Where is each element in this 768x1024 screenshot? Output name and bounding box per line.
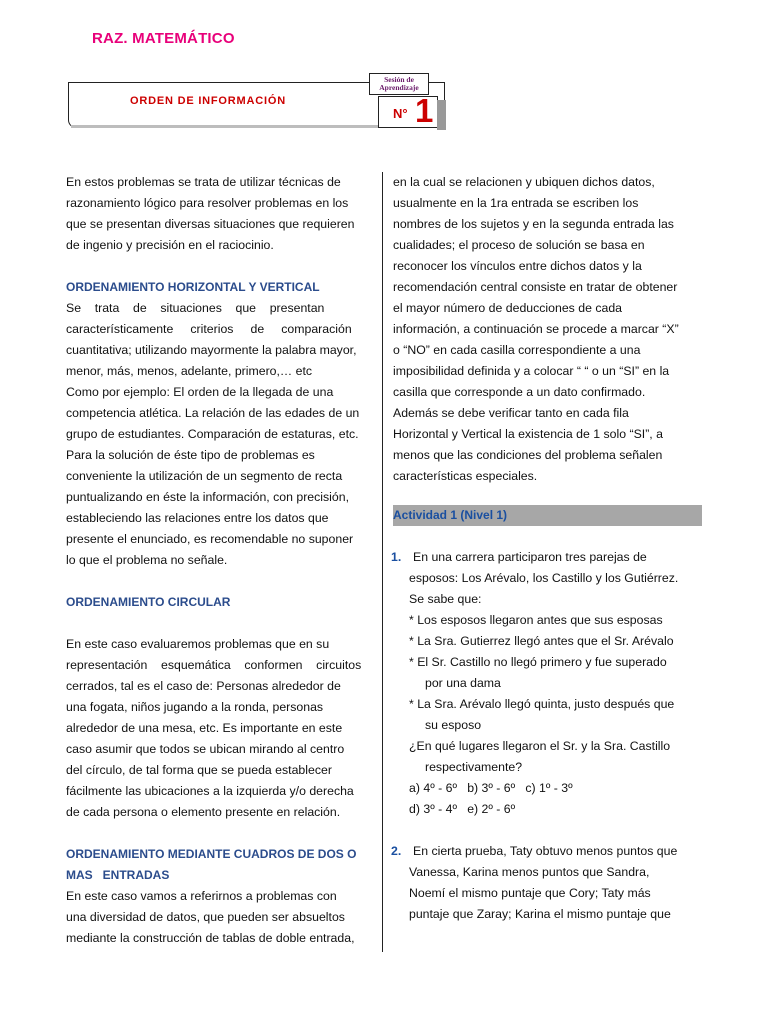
subject-title: RAZ. MATEMÁTICO bbox=[92, 30, 235, 47]
topic-title: ORDEN DE INFORMACIÓN bbox=[130, 95, 286, 107]
section2-line: una fogata, niños jugando a la ronda, personas bbox=[66, 700, 324, 714]
section3-line: mediante la construcción de tablas de doble entrada, bbox=[66, 931, 355, 945]
question-bullet: * La Sra. Arévalo llegó quinta, justo después que bbox=[409, 697, 675, 711]
section1-line: Para la solución de éste tipo de problemas es bbox=[66, 448, 315, 462]
continuation-line: reconocer los vínculos entre dichos datos y la bbox=[393, 259, 642, 273]
question-bullet: * El Sr. Castillo no llegó primero y fue superado bbox=[409, 655, 667, 669]
session-label-line1: Sesión de bbox=[384, 75, 414, 84]
section2-line: fácilmente las ubicaciones a la izquierda y/o derecha bbox=[66, 784, 354, 798]
question-number: 2. bbox=[391, 844, 402, 858]
section2-line: cerrados, tal es el caso de: Personas alrededor de bbox=[66, 679, 341, 693]
question-1 bbox=[393, 547, 702, 820]
continuation-line: menos que las condiciones del problema señalen bbox=[393, 448, 663, 462]
question-bullet: * La Sra. Gutierrez llegó antes que el Sr. Arévalo bbox=[409, 634, 674, 648]
question-line: esposos: Los Arévalo, los Castillo y los Gutiérrez. bbox=[409, 571, 679, 585]
number-box-shadow bbox=[437, 100, 446, 130]
section1-line: conveniente la utilización de un segmento de recta bbox=[66, 469, 343, 483]
section2-line: alrededor de una mesa, etc. Es importante en este bbox=[66, 721, 343, 735]
section1-line: competencia atlética. La relación de las edades de un bbox=[66, 406, 360, 420]
section-heading-double-entry: ORDENAMIENTO MEDIANTE CUADROS DE DOS O bbox=[66, 847, 357, 861]
question-bullet: su esposo bbox=[425, 718, 482, 732]
question-line: Noemí el mismo puntaje que Cory; Taty más bbox=[409, 886, 651, 900]
question-bullet: por una dama bbox=[425, 676, 501, 690]
question-line: En una carrera participaron tres parejas de bbox=[413, 550, 647, 564]
section2-line: de cada persona o elemento presente en relación. bbox=[66, 805, 341, 819]
intro-line: que se presentan diversas situaciones que requieren bbox=[66, 217, 355, 231]
question-2 bbox=[393, 841, 702, 925]
number-label: N° bbox=[393, 106, 408, 121]
continuation-line: el mayor número de deducciones de cada bbox=[393, 301, 622, 315]
question-line: Se sabe que: bbox=[409, 592, 482, 606]
answer-options: a) 4º - 6º b) 3º - 6º c) 1º - 3º bbox=[409, 781, 573, 795]
activity-title-bar: Actividad 1 (Nivel 1) bbox=[393, 505, 702, 526]
continuation-line: Además se debe verificar tanto en cada fila bbox=[393, 406, 629, 420]
continuation-line: Horizontal y Vertical la existencia de 1 solo “SI”, a bbox=[393, 427, 663, 441]
continuation-line: características especiales. bbox=[393, 469, 538, 483]
section1-line: estableciendo las relaciones entre los datos que bbox=[66, 511, 329, 525]
section-heading-circular: ORDENAMIENTO CIRCULAR bbox=[66, 595, 231, 609]
answer-options: d) 3º - 4º e) 2º - 6º bbox=[409, 802, 516, 816]
section2-line: representación esquemática conformen circuitos bbox=[66, 658, 362, 672]
section2-line: caso asumir que todos se ubican mirando al centro bbox=[66, 742, 345, 756]
section1-line: Se trata de situaciones que presentan bbox=[66, 301, 325, 315]
intro-line: razonamiento lógico para resolver problemas en los bbox=[66, 196, 349, 210]
section1-line: cuantitativa; utilizando mayormente la palabra mayor, bbox=[66, 343, 357, 357]
continuation-line: usualmente en la 1ra entrada se escriben los bbox=[393, 196, 639, 210]
section1-line: característicamente criterios de comparación bbox=[66, 322, 352, 336]
section3-line: una diversidad de datos, que pueden ser absueltos bbox=[66, 910, 345, 924]
intro-line: de ingenio y precisión en el raciocinio. bbox=[66, 238, 274, 252]
question-prompt: respectivamente? bbox=[425, 760, 523, 774]
session-label-line2: Aprendizaje bbox=[379, 83, 419, 92]
question-line: puntaje que Zaray; Karina el mismo puntaje que bbox=[409, 907, 671, 921]
section-heading-horizontal-vertical: ORDENAMIENTO HORIZONTAL Y VERTICAL bbox=[66, 280, 320, 294]
section1-line: lo que el problema no señale. bbox=[66, 553, 228, 567]
continuation-line: imposibilidad definida y a colocar “ “ o un “SI” en la bbox=[393, 364, 670, 378]
right-column bbox=[393, 172, 702, 933]
section2-line: del círculo, de tal forma que se pueda establecer bbox=[66, 763, 332, 777]
continuation-line: casilla que corresponde a un dato confirmado. bbox=[393, 385, 646, 399]
question-prompt: ¿En qué lugares llegaron el Sr. y la Sra. Castillo bbox=[409, 739, 671, 753]
section2-line: En este caso evaluaremos problemas que en su bbox=[66, 637, 330, 651]
section1-line: grupo de estudiantes. Comparación de estaturas, etc. bbox=[66, 427, 359, 441]
column-divider bbox=[382, 172, 383, 952]
continuation-line: en la cual se relacionen y ubiquen dichos datos, bbox=[393, 175, 655, 189]
section1-line: presente el enunciado, es recomendable no suponer bbox=[66, 532, 354, 546]
question-line: En cierta prueba, Taty obtuvo menos puntos que bbox=[413, 844, 678, 858]
section3-line: En este caso vamos a referirnos a problemas con bbox=[66, 889, 337, 903]
continuation-line: cualidades; el proceso de solución se basa en bbox=[393, 238, 645, 252]
section1-line: menor, más, menos, adelante, primero,… etc bbox=[66, 364, 313, 378]
continuation-line: recomendación central consiste en tratar de obtener bbox=[393, 280, 678, 294]
question-bullet: * Los esposos llegaron antes que sus esposas bbox=[409, 613, 663, 627]
section1-line: puntualizando en éste la información, con precisión, bbox=[66, 490, 350, 504]
continuation-line: información, a continuación se procede a marcar “X” bbox=[393, 322, 679, 336]
number-value: 1 bbox=[415, 92, 434, 129]
continuation-line: nombres de los sujetos y en la segunda entrada las bbox=[393, 217, 674, 231]
continuation-line: o “NO” en cada casilla correspondiente a una bbox=[393, 343, 641, 357]
session-number-box bbox=[378, 92, 438, 129]
question-number: 1. bbox=[391, 550, 402, 564]
section-heading-double-entry-line2: MAS ENTRADAS bbox=[66, 868, 170, 882]
question-line: Vanessa, Karina menos puntos que Sandra, bbox=[409, 865, 650, 879]
intro-line: En estos problemas se trata de utilizar técnicas de bbox=[66, 175, 341, 189]
section1-line: Como por ejemplo: El orden de la llegada de una bbox=[66, 385, 334, 399]
left-column bbox=[66, 172, 374, 949]
